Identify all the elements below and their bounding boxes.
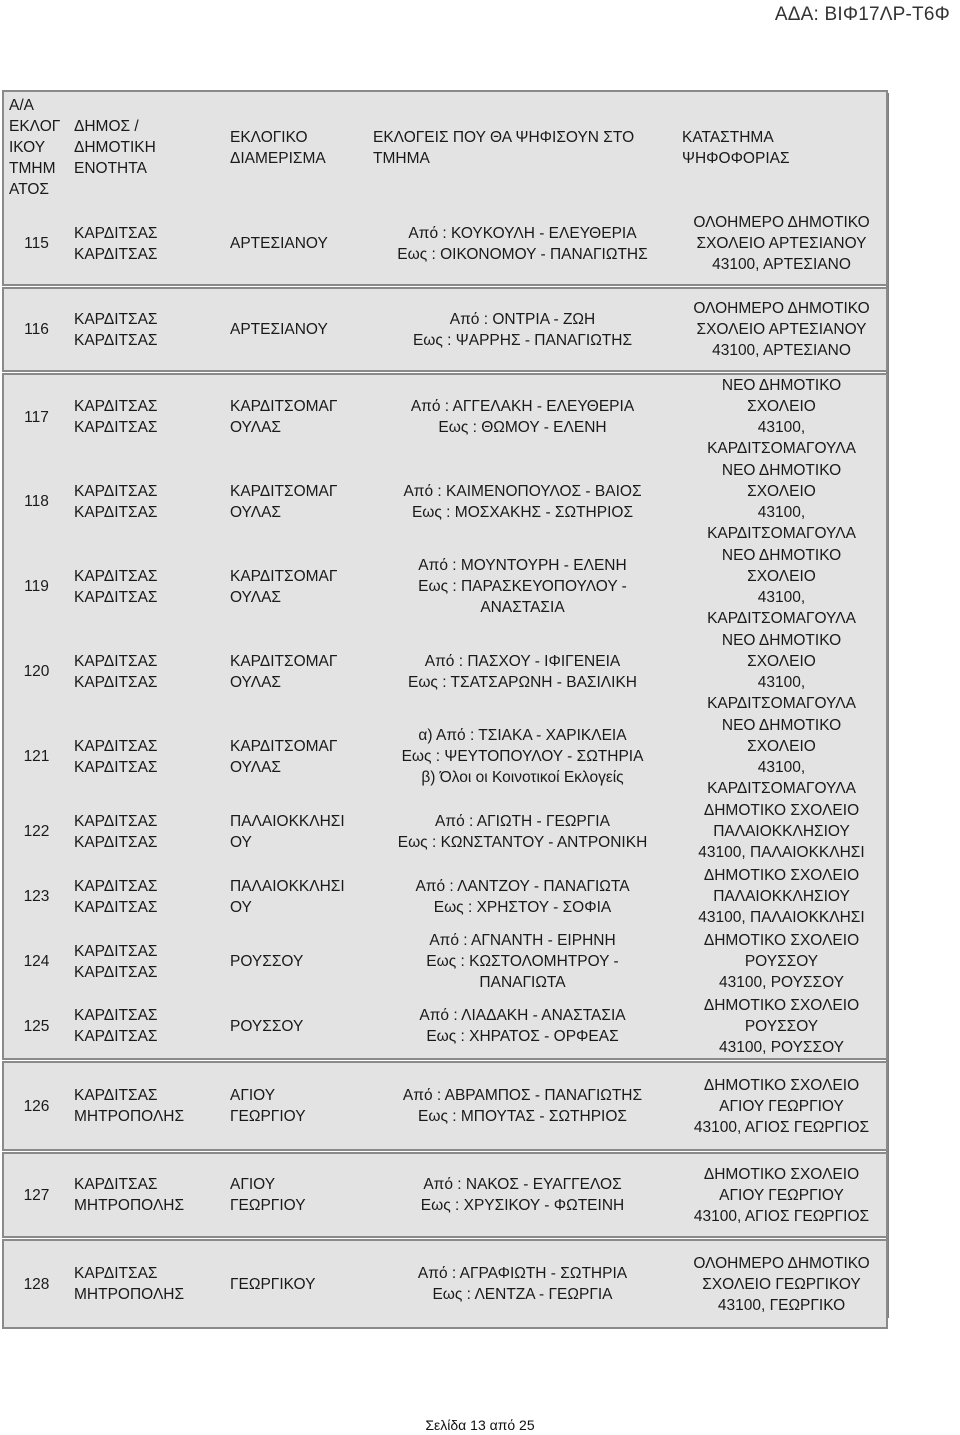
cell-katastima [677,1240,887,1328]
cell-line: ΚΑΡΔΙΤΣΑΣ [74,877,158,895]
cell-line: ΝΕΟ ΔΗΜΟΤΙΚΟ [721,461,842,479]
cell-no: 128 [3,1240,69,1328]
cell-line: α) Από : ΤΣΙΑΚΑ - ΧΑΡΙΚΛΕΙΑ [418,727,627,744]
cell-line: ΔΗΜΟΤΙΚΟ ΣΧΟΛΕΙΟ [703,1076,860,1094]
cell-line: ΚΑΡΔΙΤΣΟΜΑΓΟΥΛΑ [707,440,856,457]
cell-line: Από : ΜΟΥΝΤΟΥΡΗ - ΕΛΕΝΗ [418,557,627,574]
cell-line: Εως : ΤΣΑΤΣΑΡΩΝΗ - ΒΑΣΙΛΙΚΗ [407,673,638,691]
cell-line: 43100, ΠΑΛΑΙΟΚΚΛΗΣΙ [698,909,865,926]
cell-line: ΙΚΟΥ [9,139,46,156]
cell-line: ΟΛΟΗΜΕΡΟ ΔΗΜΟΤΙΚΟ [693,300,870,317]
cell-eklogeis [368,544,677,629]
cell-eklogeis [368,1062,677,1150]
cell-line: ΚΑΡΔΙΤΣΑΣ [74,398,158,415]
cell-line: ΠΑΝΑΓΙΩΤΑ [479,974,566,991]
table-body [3,91,887,1328]
cell-no: 120 [3,629,69,714]
cell-line: β) Όλοι οι Κοινοτικοί Εκλογείς [421,769,624,786]
cell-no: 115 [3,203,69,285]
cell-line: ΟΥ [230,898,252,916]
cell-line: 43100, ΡΟΥΣΣΟΥ [718,974,844,991]
cell-line: Εως : ΚΩΣΤΟΛΟΜΗΤΡΟΥ - [426,953,619,970]
cell-no: 125 [3,994,69,1059]
cell-diamerisma [225,1153,368,1237]
cell-line: ΤΜΗΜ [9,160,56,177]
cell-line: ΚΑΡΔΙΤΣΑΣ [74,942,158,960]
cell-line: ΚΑΡΔΙΤΣΟΜΑΓΟΥΛΑ [707,779,856,797]
cell-dimos [69,994,225,1059]
cell-line: ΣΧΟΛΕΙΟ [747,482,816,500]
cell-line: ΣΧΟΛΕΙΟ [747,567,816,585]
cell-line: ΕΚΛΟΓ [9,118,61,135]
header-cell-no [3,91,69,203]
table-row [3,1240,887,1328]
cell-katastima [677,629,887,714]
cell-katastima [677,203,887,285]
cell-line: ΔΗΜΟΤΙΚΗ [74,139,156,156]
cell-no: 127 [3,1153,69,1237]
cell-line: ΔΗΜΟΣ / [74,118,139,135]
cell-line: Εως : ΧΡΗΣΤΟΥ - ΣΟΦΙΑ [433,898,612,916]
cell-diamerisma [225,994,368,1059]
cell-no: 121 [3,714,69,799]
cell-katastima [677,929,887,994]
cell-dimos [69,864,225,929]
document-code: ΑΔΑ: ΒΙΦ17ΛΡ-Τ6Φ [774,4,950,25]
cell-line: ΟΥΛΑΣ [230,588,282,606]
cell-eklogeis [368,629,677,714]
cell-eklogeis [368,994,677,1059]
cell-eklogeis [368,714,677,799]
data-table [2,90,888,1329]
cell-katastima [677,374,887,459]
cell-line: Από : ΑΓΓΕΛΑΚΗ - ΕΛΕΥΘΕΡΙΑ [410,398,635,415]
cell-line: ΨΗΦΟΦΟΡΙΑΣ [682,149,790,167]
cell-katastima [677,714,887,799]
cell-line: ΚΑΡΔΙΤΣΑΣ [74,833,158,851]
cell-line: Από : ΚΑΙΜΕΝΟΠΟΥΛΟΣ - ΒΑΙΟΣ [403,482,642,500]
cell-line: ΚΑΡΔΙΤΣΑΣ [74,1176,158,1193]
cell-line: ΠΑΛΑΙΟΚΚΛΗΣΙ [230,877,345,895]
cell-line: ΟΥΛΑΣ [230,758,282,776]
table-row [3,994,887,1059]
cell-line: ΤΜΗΜΑ [373,149,430,167]
cell-line: ΚΑΡΔΙΤΣΑΣ [74,1087,158,1104]
table-row [3,864,887,929]
cell-line: ΟΥΛΑΣ [230,503,282,521]
cell-no: 123 [3,864,69,929]
cell-line: ΡΟΥΣΣΟΥ [230,953,304,970]
cell-diamerisma [225,459,368,544]
cell-line: ΟΥΛΑΣ [230,419,282,436]
cell-eklogeis [368,374,677,459]
cell-line: ΚΑΡΔΙΤΣΑΣ [74,503,158,521]
cell-line: ΚΑΡΔΙΤΣΑΣ [74,812,158,830]
cell-line: ΕΚΛΟΓΕΙΣ ΠΟΥ ΘΑ ΨΗΦΙΣΟΥΝ ΣΤΟ [373,128,635,146]
cell-diamerisma [225,629,368,714]
cell-line: ΠΑΛΑΙΟΚΚΛΗΣΙΟΥ [713,888,850,905]
cell-no: 118 [3,459,69,544]
cell-line: ΚΑΡΔΙΤΣΑΣ [74,224,158,242]
cell-line: ΣΧΟΛΕΙΟ ΓΕΩΡΓΙΚΟΥ [702,1275,861,1293]
cell-no: 126 [3,1062,69,1150]
cell-dimos [69,929,225,994]
cell-no: 116 [3,288,69,371]
cell-line: Εως : ΟΙΚΟΝΟΜΟΥ - ΠΑΝΑΓΙΩΤΗΣ [397,245,648,263]
cell-line: 43100, [757,758,806,776]
cell-line: ΚΑΡΔΙΤΣΑΣ [74,1028,158,1045]
cell-eklogeis [368,864,677,929]
cell-line: ΑΓΙΟΥ [230,1176,276,1193]
cell-no: 117 [3,374,69,459]
cell-dimos [69,288,225,371]
cell-line: ΠΑΛΑΙΟΚΚΛΗΣΙ [230,812,345,830]
cell-line: ΚΑΡΔΙΤΣΑΣ [74,419,158,436]
cell-line: Από : ΑΒΡΑΜΠΟΣ - ΠΑΝΑΓΙΩΤΗΣ [402,1087,643,1104]
cell-katastima [677,544,887,629]
cell-line: ΔΗΜΟΤΙΚΟ ΣΧΟΛΕΙΟ [703,867,860,884]
table-row [3,544,887,629]
cell-line: ΣΧΟΛΕΙΟ [747,737,816,755]
cell-line: ΟΛΟΗΜΕΡΟ ΔΗΜΟΤΙΚΟ [693,214,870,231]
cell-line: Εως : ΨΑΡΡΗΣ - ΠΑΝΑΓΙΩΤΗΣ [412,331,633,349]
cell-line: Εως : ΧΗΡΑΤΟΣ - ΟΡΦΕΑΣ [426,1028,619,1045]
header-cell-eklogeis [368,91,677,203]
cell-katastima [677,1062,887,1150]
cell-line: ΡΟΥΣΣΟΥ [744,953,819,970]
cell-line: ΚΑΡΔΙΤΣΟΜΑΓ [230,567,338,585]
header-cell-diamerisma [225,91,368,203]
cell-dimos [69,629,225,714]
cell-line: ΟΛΟΗΜΕΡΟ ΔΗΜΟΤΙΚΟ [693,1254,870,1272]
cell-line: ΣΧΟΛΕΙΟ [747,398,816,415]
cell-line: Από : ΛΑΝΤΖΟΥ - ΠΑΝΑΓΙΩΤΑ [415,877,630,895]
cell-line: ΚΑΡΔΙΤΣΑΣ [74,1007,158,1024]
cell-eklogeis [368,459,677,544]
cell-eklogeis [368,288,677,371]
cell-line: ΚΑΡΔΙΤΣΟΜΑΓ [230,398,338,415]
cell-line: ΑΡΤΕΣΙΑΝΟΥ [230,235,328,252]
table-row [3,714,887,799]
cell-line: ΚΑΤΑΣΤΗΜΑ [682,128,774,146]
cell-line: Εως : ΛΕΝΤΖΑ - ΓΕΩΡΓΙΑ [432,1286,613,1303]
cell-line: ΚΑΡΔΙΤΣΑΣ [74,567,158,585]
cell-diamerisma [225,288,368,371]
cell-diamerisma [225,714,368,799]
cell-line: 43100, [757,419,806,436]
cell-line: Από : ΝΑΚΟΣ - ΕΥΑΓΓΕΛΟΣ [423,1176,622,1193]
cell-line: Από : ΑΓΡΑΦΙΩΤΗ - ΣΩΤΗΡΙΑ [417,1265,628,1282]
cell-line: 43100, ΠΑΛΑΙΟΚΚΛΗΣΙ [698,844,865,861]
cell-line: ΝΕΟ ΔΗΜΟΤΙΚΟ [721,377,842,394]
cell-katastima [677,288,887,371]
cell-eklogeis [368,203,677,285]
cell-diamerisma [225,1062,368,1150]
cell-line: ΑΤΟΣ [9,181,50,198]
cell-eklogeis [368,799,677,864]
cell-line: 43100, ΑΡΤΕΣΙΑΝΟ [712,342,851,359]
cell-line: ΚΑΡΔΙΤΣΑΣ [74,963,158,981]
cell-line: Από : ΚΟΥΚΟΥΛΗ - ΕΛΕΥΘΕΡΙΑ [408,224,637,242]
cell-line: ΔΗΜΟΤΙΚΟ ΣΧΟΛΕΙΟ [703,996,860,1014]
cell-no: 122 [3,799,69,864]
cell-line: ΣΧΟΛΕΙΟ [747,652,816,670]
cell-line: ΚΑΡΔΙΤΣΑΣ [74,898,158,916]
cell-line: ΚΑΡΔΙΤΣΑΣ [74,331,158,349]
cell-line: 43100, ΑΡΤΕΣΙΑΝΟ [712,256,851,273]
cell-line: ΜΗΤΡΟΠΟΛΗΣ [74,1286,185,1303]
cell-line: ΔΗΜΟΤΙΚΟ ΣΧΟΛΕΙΟ [703,932,860,949]
cell-line: ΝΕΟ ΔΗΜΟΤΙΚΟ [721,716,842,734]
cell-line: ΚΑΡΔΙΤΣΑΣ [74,482,158,500]
cell-line: Εως : ΘΩΜΟΥ - ΕΛΕΝΗ [438,419,607,436]
cell-diamerisma [225,864,368,929]
page-footer: Σελίδα 13 από 25 [425,1417,535,1433]
cell-line: ΡΟΥΣΣΟΥ [744,1017,819,1035]
cell-dimos [69,1062,225,1150]
cell-line: ΚΑΡΔΙΤΣΑΣ [74,758,158,776]
cell-diamerisma [225,929,368,994]
cell-line: ΔΗΜΟΤΙΚΟ ΣΧΟΛΕΙΟ [703,1165,860,1183]
cell-diamerisma [225,374,368,459]
table-row [3,374,887,459]
cell-line: ΜΗΤΡΟΠΟΛΗΣ [74,1197,185,1214]
cell-line: ΚΑΡΔΙΤΣΑΣ [74,310,158,328]
cell-line: Εως : ΨΕΥΤΟΠΟΥΛΟΥ - ΣΩΤΗΡΙΑ [401,748,644,765]
cell-line: ΟΥΛΑΣ [230,673,282,691]
cell-line: ΑΓΙΟΥ [230,1087,276,1104]
cell-line: ΑΝΑΣΤΑΣΙΑ [480,599,565,616]
cell-no: 124 [3,929,69,994]
cell-line: ΝΕΟ ΔΗΜΟΤΙΚΟ [721,631,842,649]
cell-katastima [677,994,887,1059]
table-row [3,203,887,285]
cell-line: ΓΕΩΡΓΙΟΥ [230,1197,306,1214]
cell-line: ΑΡΤΕΣΙΑΝΟΥ [230,321,328,338]
cell-line: ΔΗΜΟΤΙΚΟ ΣΧΟΛΕΙΟ [703,802,860,819]
cell-line: ΣΧΟΛΕΙΟ ΑΡΤΕΣΙΑΝΟΥ [696,321,867,338]
cell-eklogeis [368,1153,677,1237]
cell-line: ΚΑΡΔΙΤΣΟΜΑΓΟΥΛΑ [707,609,856,627]
cell-line: ΠΑΛΑΙΟΚΚΛΗΣΙΟΥ [713,823,850,840]
cell-dimos [69,1153,225,1237]
cell-line: Από : ΑΓΙΩΤΗ - ΓΕΩΡΓΙΑ [435,812,610,830]
cell-line: Από : ΠΑΣΧΟΥ - ΙΦΙΓΕΝΕΙΑ [424,652,621,670]
cell-line: ΣΧΟΛΕΙΟ ΑΡΤΕΣΙΑΝΟΥ [696,235,867,252]
cell-line: ΚΑΡΔΙΤΣΑΣ [74,737,158,755]
cell-diamerisma [225,544,368,629]
cell-line: ΡΟΥΣΣΟΥ [230,1017,304,1035]
cell-line: ΚΑΡΔΙΤΣΟΜΑΓ [230,652,338,670]
header-cell-dimos [69,91,225,203]
cell-line: Από : ΛΙΑΔΑΚΗ - ΑΝΑΣΤΑΣΙΑ [419,1007,626,1024]
cell-line: ΚΑΡΔΙΤΣΑΣ [74,1265,158,1282]
table-row [3,929,887,994]
cell-line: Εως : ΜΠΟΥΤΑΣ - ΣΩΤΗΡΙΟΣ [418,1108,627,1125]
cell-line: Από : ΑΓΝΑΝΤΗ - ΕΙΡΗΝΗ [429,932,616,949]
cell-dimos [69,1240,225,1328]
cell-diamerisma [225,203,368,285]
table-row [3,1153,887,1237]
cell-line: Εως : ΚΩΝΣΤΑΝΤΟΥ - ΑΝΤΡΟΝΙΚΗ [397,833,648,851]
cell-line: ΔΙΑΜΕΡΙΣΜΑ [230,149,326,167]
table-row [3,799,887,864]
polling-stations-table [2,90,886,1315]
cell-dimos [69,374,225,459]
table-row [3,1062,887,1150]
cell-line: Από : ΟΝΤΡΙΑ - ΖΩΗ [449,310,596,328]
cell-line: 43100, ΑΓΙΟΣ ΓΕΩΡΓΙΟΣ [693,1207,870,1225]
cell-line: Εως : ΠΑΡΑΣΚΕΥΟΠΟΥΛΟΥ - [418,578,627,595]
table-row [3,629,887,714]
header-cell-katastima [677,91,887,203]
cell-line: 43100, [757,673,806,691]
cell-dimos [69,203,225,285]
table-row [3,288,887,371]
cell-eklogeis [368,929,677,994]
cell-line: ΚΑΡΔΙΤΣΑΣ [74,588,158,606]
cell-line: ΕΝΟΤΗΤΑ [74,160,147,177]
header-row [3,91,887,203]
cell-line: ΚΑΡΔΙΤΣΟΜΑΓ [230,482,338,500]
cell-line: ΑΓΙΟΥ ΓΕΩΡΓΙΟΥ [719,1097,844,1115]
cell-line: ΓΕΩΡΓΙΚΟΥ [230,1275,316,1293]
cell-line: ΓΕΩΡΓΙΟΥ [230,1108,306,1125]
cell-no: 119 [3,544,69,629]
cell-line: ΜΗΤΡΟΠΟΛΗΣ [74,1108,185,1125]
table-row [3,459,887,544]
cell-line: 43100, [757,588,806,606]
cell-katastima [677,799,887,864]
cell-line: 43100, ΑΓΙΟΣ ΓΕΩΡΓΙΟΣ [693,1118,870,1136]
cell-eklogeis [368,1240,677,1328]
cell-katastima [677,1153,887,1237]
cell-line: Εως : ΜΟΣΧΑΚΗΣ - ΣΩΤΗΡΙΟΣ [411,503,634,521]
cell-diamerisma [225,799,368,864]
cell-line: Α/Α [9,97,34,114]
cell-katastima [677,459,887,544]
cell-line: 43100, ΡΟΥΣΣΟΥ [718,1038,844,1056]
cell-line: ΝΕΟ ΔΗΜΟΤΙΚΟ [721,546,842,564]
cell-dimos [69,714,225,799]
cell-line: ΚΑΡΔΙΤΣΟΜΑΓ [230,737,338,755]
cell-line: 43100, ΓΕΩΡΓΙΚΟ [717,1296,846,1314]
cell-line: ΕΚΛΟΓΙΚΟ [230,128,308,146]
cell-line: Εως : ΧΡΥΣΙΚΟΥ - ΦΩΤΕΙΝΗ [420,1197,625,1214]
cell-line: 43100, [757,503,806,521]
cell-line: ΚΑΡΔΙΤΣΟΜΑΓΟΥΛΑ [707,694,856,712]
cell-line: ΚΑΡΔΙΤΣΑΣ [74,652,158,670]
cell-line: ΚΑΡΔΙΤΣΟΜΑΓΟΥΛΑ [707,524,856,542]
cell-dimos [69,799,225,864]
cell-line: ΚΑΡΔΙΤΣΑΣ [74,673,158,691]
cell-dimos [69,459,225,544]
cell-diamerisma [225,1240,368,1328]
cell-dimos [69,544,225,629]
cell-line: ΟΥ [230,833,252,851]
cell-line: ΚΑΡΔΙΤΣΑΣ [74,245,158,263]
cell-line: ΑΓΙΟΥ ΓΕΩΡΓΙΟΥ [719,1186,844,1204]
cell-katastima [677,864,887,929]
